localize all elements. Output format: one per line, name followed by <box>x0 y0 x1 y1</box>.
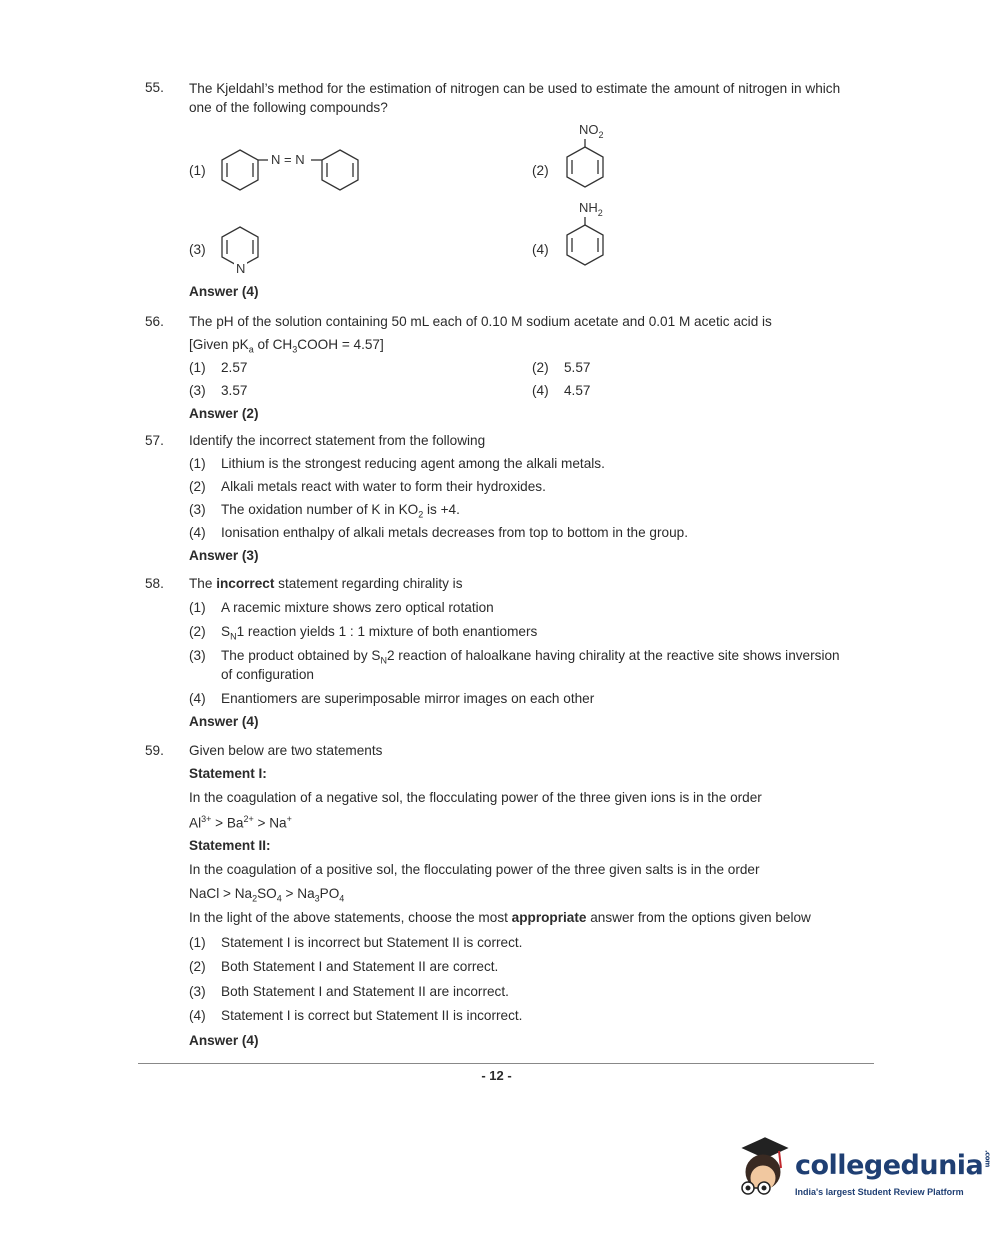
option-3: (3) The oxidation number of K in $KO_2$ is +4. <box>189 502 460 520</box>
question-text: The pH of the solution containing 50 mL each of 0.10 M sodium acetate and 0.01 M acetic acid is <box>189 314 772 329</box>
question-text: The incorrect statement regarding chirality is <box>189 576 463 591</box>
option-1-label: (1) <box>189 163 206 178</box>
instruction-text: In the light of the above statements, choose the most appropriate answer from the options given below <box>189 910 811 925</box>
svg-text:NH2 <box>579 200 603 218</box>
logo-tagline: India's largest Student Review Platform <box>795 1187 964 1197</box>
logo-wordmark: collegedunia.com <box>795 1150 992 1181</box>
collegedunia-mascot-icon <box>735 1138 793 1208</box>
answer: Answer (4) <box>189 714 259 729</box>
answer: Answer (2) <box>189 406 259 421</box>
pyridine-n-label: N <box>236 261 246 276</box>
question-text: Identify the incorrect statement from the following <box>189 433 486 448</box>
option-2: (2) Alkali metals react with water to form their hydroxides. <box>189 479 546 494</box>
statement-1-order: $Al^{3+} > Ba^{2+} > Na^+$ <box>189 814 292 831</box>
option-3-line2: of configuration <box>221 667 314 682</box>
amino-label: NH <box>579 200 598 215</box>
amino-subscript: 2 <box>597 208 603 218</box>
question-text-line2: one of the following compounds? <box>189 100 388 115</box>
pyridine-structure <box>218 223 278 278</box>
question-number: 55. <box>145 80 164 95</box>
option-4-label: (4) <box>532 242 549 257</box>
option-4: (4) 4.57 <box>532 383 591 398</box>
statement-2-order: NaCl > $Na_2SO_4 > Na_3PO_4$ <box>189 886 345 904</box>
option-4: (4) Ionisation enthalpy of alkali metals decreases from top to bottom in the group. <box>189 525 688 540</box>
option-1: (1) Statement I is incorrect but Statement II is correct. <box>189 935 523 950</box>
question-text: The Kjeldahl’s method for the estimation of nitrogen can be used to estimate the amount of nitrogen in which <box>189 81 841 96</box>
option-2: (2) 5.57 <box>532 360 591 375</box>
nitro-label: NO <box>579 122 599 137</box>
azo-label: N = N <box>271 152 305 167</box>
statement-1-title: Statement I: <box>189 766 267 781</box>
nitro-subscript: 2 <box>598 130 604 140</box>
option-3: (3) 3.57 <box>189 383 248 398</box>
answer: Answer (4) <box>189 284 259 299</box>
azobenzene-structure <box>218 146 368 196</box>
given-data: [Given $pK_a$ of $CH_3COOH = 4.57$] <box>189 337 384 355</box>
option-3-label: (3) <box>189 242 206 257</box>
answer: Answer (3) <box>189 548 259 563</box>
option-2: (2) $S_N1$ reaction yields 1 : 1 mixture of both enantiomers <box>189 624 538 642</box>
option-3: (3) The product obtained by $S_N2$ reaction of haloalkane having chirality at the reactive site shows inversion <box>189 648 840 666</box>
option-3: (3) Both Statement I and Statement II are incorrect. <box>189 984 509 999</box>
svg-text:NO2 <box>579 122 604 140</box>
footer-divider <box>138 1063 874 1064</box>
option-2-label: (2) <box>532 163 549 178</box>
page-number: - 12 - <box>481 1068 512 1083</box>
option-2: (2) Both Statement I and Statement II are correct. <box>189 959 499 974</box>
aniline-structure <box>563 198 623 273</box>
statement-1-text: In the coagulation of a negative sol, the flocculating power of the three given ions is in the order <box>189 790 762 805</box>
statement-2-title: Statement II: <box>189 838 271 853</box>
question-text: Given below are two statements <box>189 743 383 758</box>
option-4: (4) Enantiomers are superimposable mirror images on each other <box>189 691 595 706</box>
question-number: 56. <box>145 314 164 329</box>
question-number: 58. <box>145 576 164 591</box>
option-4: (4) Statement I is correct but Statement II is incorrect. <box>189 1008 523 1023</box>
option-1: (1) Lithium is the strongest reducing agent among the alkali metals. <box>189 456 605 471</box>
answer: Answer (4) <box>189 1033 259 1048</box>
statement-2-text: In the coagulation of a positive sol, the flocculating power of the three given salts is in the order <box>189 862 760 877</box>
question-number: 59. <box>145 743 164 758</box>
option-1: (1) 2.57 <box>189 360 248 375</box>
nitrobenzene-structure <box>563 120 623 190</box>
question-number: 57. <box>145 433 164 448</box>
option-1: (1) A racemic mixture shows zero optical rotation <box>189 600 494 615</box>
